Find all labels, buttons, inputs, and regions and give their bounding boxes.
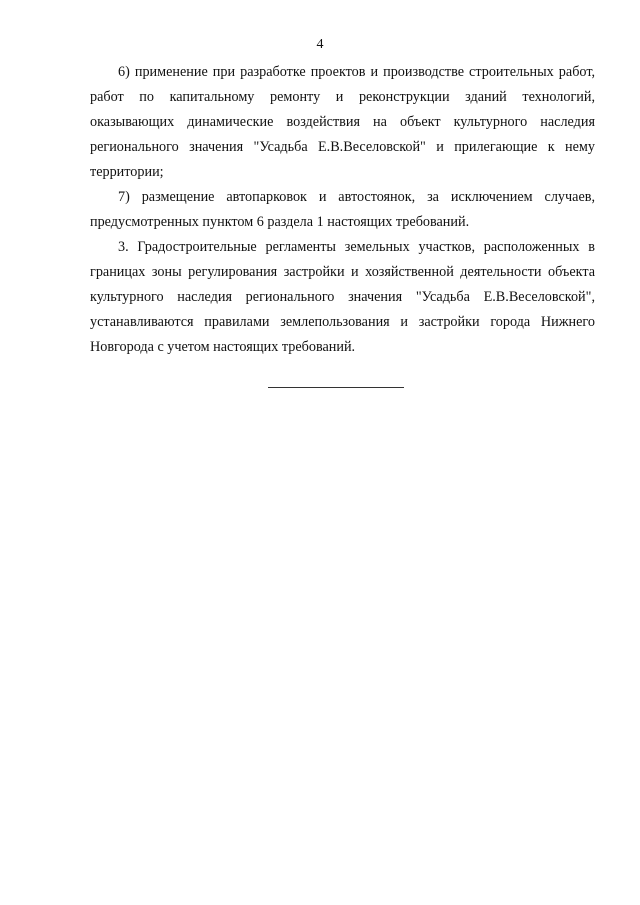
page-number: 4 xyxy=(316,37,324,52)
paragraph-section-3: 3. Градостроительные регламенты земельных участков, расположенных в границах зоны регулирования застройки и хозяйственной деятельности объекта культурного наследия регионального значения "Усадьба Е.В.Веселовской", устанавливаются правилами землепользования и застройки города Нижнего Новгорода с учетом настоящих требований. xyxy=(90,239,595,355)
document-body xyxy=(90,60,595,360)
paragraph-item-7: 7) размещение автопарковок и автостоянок, за исключением случаев, предусмотренных пунктом 6 раздела 1 настоящих требований. xyxy=(90,189,595,230)
end-of-text-rule xyxy=(268,387,404,388)
paragraph-item-6: 6) применение при разработке проектов и производстве строительных работ, работ по капитальному ремонту и реконструкции зданий технологий, оказывающих динамические воздействия на объект культурного наследия регионального значения "Усадьба Е.В.Веселовской" и прилегающие к нему территории; xyxy=(90,64,595,180)
